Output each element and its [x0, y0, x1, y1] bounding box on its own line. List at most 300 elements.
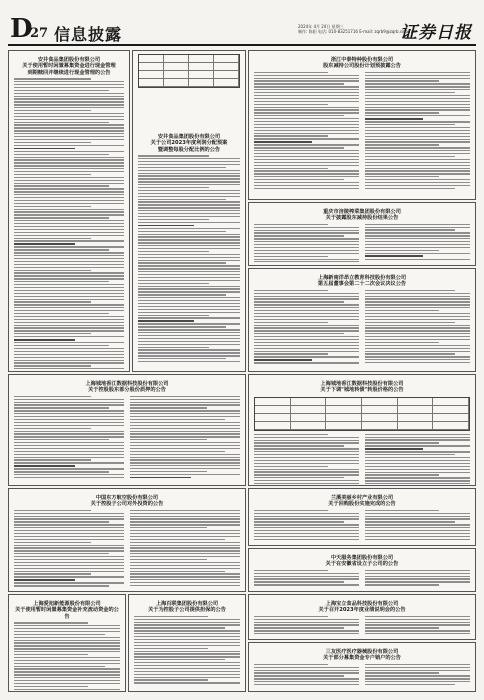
- text-line: [138, 254, 240, 255]
- table-cell: [255, 414, 291, 422]
- text-line: [134, 624, 240, 625]
- text-line: [254, 633, 359, 634]
- text-line: [254, 463, 359, 464]
- text-line: [365, 630, 470, 631]
- table-cell: [291, 398, 327, 406]
- text-line: [254, 333, 344, 334]
- text-line: [138, 213, 240, 214]
- masthead: [8, 10, 476, 44]
- text-line: [365, 247, 470, 248]
- text-line: [254, 474, 359, 475]
- text-line: [14, 290, 124, 291]
- text-line: [14, 442, 124, 443]
- text-line: [14, 474, 124, 475]
- text-line: [134, 653, 240, 654]
- text-line: [14, 124, 124, 125]
- text-line: [14, 674, 120, 675]
- text-line: [14, 686, 88, 687]
- text-line: [365, 684, 455, 685]
- table-cell: [164, 55, 189, 63]
- article-body: [134, 616, 240, 688]
- text-line: [14, 351, 124, 352]
- text-line: [138, 245, 240, 246]
- text-line: [134, 651, 240, 652]
- text-line: [254, 235, 344, 236]
- article-title: 兰溪美丽乡村产业有限公司 关于回购股份实施完成的公告: [328, 495, 396, 508]
- text-line: [254, 581, 344, 582]
- text-line: [138, 222, 240, 223]
- text-line: [134, 679, 208, 680]
- text-line: [365, 75, 470, 76]
- text-line: [365, 327, 470, 328]
- text-line: [365, 232, 470, 233]
- text-line: [138, 199, 226, 200]
- text-line: [14, 119, 124, 120]
- text-line: [365, 619, 470, 620]
- text-line: [138, 207, 240, 208]
- text-line: [254, 442, 359, 443]
- text-line: [138, 352, 240, 353]
- text-line: [14, 556, 124, 557]
- text-line: [138, 268, 240, 269]
- text-line: [130, 471, 207, 472]
- text-line: [365, 229, 455, 230]
- table-cell: [433, 398, 469, 406]
- text-line: [254, 622, 359, 623]
- newspaper-page: [8, 10, 476, 692]
- text-line: [254, 471, 359, 472]
- text-line: [254, 681, 359, 682]
- text-line: [365, 442, 439, 443]
- text-line: [14, 573, 91, 574]
- text-line: [14, 197, 124, 198]
- text-line: [14, 410, 124, 411]
- text-line: [14, 313, 109, 314]
- text-line: [14, 510, 91, 511]
- text-line: [365, 92, 455, 93]
- text-line: [365, 359, 470, 360]
- text-line: [365, 624, 470, 625]
- text-line: [130, 533, 240, 534]
- text-line: [14, 281, 109, 282]
- text-line: [254, 182, 359, 183]
- text-line: [365, 253, 470, 254]
- text-line: [365, 437, 470, 438]
- article-body: [254, 290, 470, 368]
- text-line: [365, 176, 439, 177]
- text-line: [254, 675, 344, 676]
- text-line: [138, 332, 240, 333]
- article-a5: [248, 268, 476, 372]
- text-line: [14, 459, 91, 460]
- text-line: [14, 330, 124, 331]
- text-line: [254, 127, 359, 128]
- text-line: [134, 642, 240, 643]
- text-line: [14, 174, 91, 175]
- text-line: [138, 231, 226, 232]
- text-line: [365, 513, 470, 514]
- text-line: [138, 234, 240, 235]
- text-line: [365, 72, 470, 73]
- text-line: [138, 236, 240, 237]
- text-line: [254, 539, 359, 540]
- text-line: [14, 542, 91, 543]
- text-line: [14, 477, 124, 478]
- text-line: [254, 83, 344, 84]
- table-cell: [326, 406, 362, 414]
- text-line: [138, 201, 240, 202]
- text-line: [130, 524, 240, 525]
- text-line: [14, 660, 120, 661]
- text-line: [14, 431, 124, 432]
- article-a3: [248, 50, 476, 200]
- text-line: [365, 527, 470, 528]
- text-line: [14, 339, 75, 341]
- text-line: [14, 261, 124, 262]
- text-line: [254, 227, 359, 228]
- text-line: [254, 307, 359, 308]
- text-line: [130, 513, 240, 514]
- text-line: [138, 326, 226, 327]
- text-line: [254, 304, 359, 305]
- text-line: [365, 259, 470, 260]
- table-cell: [433, 422, 469, 430]
- text-line: [365, 533, 470, 534]
- table-cell: [164, 71, 189, 79]
- text-line: [130, 530, 240, 531]
- text-line: [365, 118, 423, 120]
- table-cell: [139, 71, 164, 79]
- text-line: [14, 81, 124, 82]
- article-title: 三友医疗医疗器械股份有限公司 关于部分募集资金专户销户的公告: [323, 649, 401, 662]
- text-line: [14, 220, 124, 221]
- text-line: [14, 663, 120, 664]
- text-line: [138, 280, 240, 281]
- article-a14: [248, 642, 476, 692]
- article-a7: [248, 374, 476, 486]
- text-line: [254, 224, 328, 225]
- text-line: [365, 681, 470, 682]
- text-line: [14, 130, 124, 131]
- text-line: [14, 336, 124, 337]
- text-line: [254, 109, 359, 110]
- text-line: [365, 255, 423, 257]
- text-line: [138, 344, 240, 345]
- text-line: [365, 153, 470, 154]
- text-line: [365, 147, 470, 148]
- issue-date: 2024年 4月 24日 星期三: [298, 24, 344, 29]
- text-line: [14, 396, 91, 397]
- text-line: [14, 654, 88, 655]
- text-line: [365, 362, 470, 363]
- text-line: [14, 101, 124, 102]
- text-line: [14, 183, 124, 184]
- text-line: [365, 159, 470, 160]
- text-line: [14, 642, 120, 643]
- text-line: [365, 162, 470, 163]
- text-line: [365, 439, 470, 440]
- data-table: [254, 397, 470, 431]
- text-line: [254, 101, 359, 102]
- text-line: [365, 516, 470, 517]
- text-line: [130, 556, 240, 557]
- text-line: [254, 153, 359, 154]
- text-line: [365, 109, 470, 110]
- text-line: [130, 416, 240, 417]
- text-line: [365, 250, 439, 251]
- text-line: [14, 671, 120, 672]
- table-cell: [164, 79, 189, 87]
- text-line: [254, 296, 359, 297]
- text-line: [14, 243, 75, 245]
- text-line: [130, 568, 240, 569]
- text-line: [254, 480, 359, 481]
- text-line: [14, 468, 124, 469]
- text-line: [134, 627, 225, 628]
- text-line: [365, 144, 439, 145]
- text-line: [130, 465, 240, 466]
- text-line: [254, 448, 359, 449]
- text-line: [254, 150, 359, 151]
- text-line: [130, 527, 207, 528]
- text-line: [254, 159, 359, 160]
- text-line: [138, 260, 240, 261]
- text-line: [138, 251, 209, 252]
- text-line: [138, 317, 240, 318]
- text-line: [14, 232, 124, 233]
- text-line: [14, 296, 124, 297]
- text-line: [254, 80, 359, 81]
- text-line: [254, 630, 359, 631]
- text-line: [365, 107, 470, 108]
- text-line: [254, 141, 312, 143]
- text-line: [365, 518, 470, 519]
- text-line: [254, 584, 359, 585]
- text-line: [14, 159, 124, 160]
- text-line: [254, 232, 359, 233]
- text-line: [14, 413, 124, 414]
- text-line: [14, 539, 124, 540]
- text-line: [138, 257, 240, 258]
- text-line: [14, 416, 124, 417]
- text-line: [14, 445, 124, 446]
- text-line: [254, 298, 359, 299]
- table-cell: [433, 414, 469, 422]
- text-line: [254, 301, 344, 302]
- text-line: [365, 616, 470, 617]
- text-line: [138, 155, 209, 156]
- text-line: [14, 399, 124, 400]
- text-line: [14, 238, 91, 239]
- article-body: [14, 622, 120, 692]
- text-line: [14, 527, 124, 528]
- text-line: [365, 633, 470, 634]
- text-line: [14, 513, 124, 514]
- article-title: 上海宝立食品科技股份有限公司 关于召开2023年度业绩说明会的公告: [318, 601, 406, 614]
- text-line: [14, 110, 91, 111]
- table-cell: [362, 406, 398, 414]
- text-line: [365, 339, 470, 340]
- text-line: [130, 439, 207, 440]
- text-line: [138, 303, 240, 304]
- article-title: 浙江中泰特种股份有限公司 股东减持公司股份计划预披露公告: [323, 57, 401, 70]
- text-line: [14, 90, 109, 91]
- text-line: [365, 182, 470, 183]
- table-cell: [326, 414, 362, 422]
- text-line: [254, 570, 328, 571]
- text-line: [138, 297, 240, 298]
- text-line: [365, 570, 470, 571]
- text-line: [365, 86, 470, 87]
- text-line: [138, 288, 240, 289]
- text-line: [134, 619, 240, 620]
- text-line: [254, 98, 359, 99]
- text-line: [365, 156, 455, 157]
- text-line: [365, 80, 439, 81]
- text-line: [138, 158, 240, 159]
- text-line: [14, 680, 120, 681]
- text-line: [130, 402, 240, 403]
- text-line: [134, 648, 208, 649]
- text-line: [130, 545, 240, 546]
- text-line: [254, 460, 359, 461]
- text-line: [254, 244, 359, 245]
- text-line: [14, 348, 124, 349]
- text-line: [254, 253, 359, 254]
- table-cell: [291, 422, 327, 430]
- text-line: [254, 518, 359, 519]
- text-line: [138, 262, 226, 263]
- text-line: [254, 451, 359, 452]
- text-line: [14, 628, 120, 629]
- text-line: [130, 516, 240, 517]
- text-line: [254, 516, 359, 517]
- text-line: [14, 133, 124, 134]
- article-a6: [8, 374, 246, 486]
- text-line: [138, 315, 209, 316]
- text-line: [134, 674, 240, 675]
- text-line: [365, 188, 455, 189]
- text-line: [14, 454, 124, 455]
- text-line: [138, 225, 194, 227]
- text-line: [14, 240, 124, 241]
- article-title: 中天服务集团股份有限公司 关于在安徽省设立子公司的公告: [325, 555, 399, 568]
- text-line: [254, 188, 359, 189]
- text-line: [365, 316, 470, 317]
- text-line: [138, 277, 240, 278]
- text-line: [130, 477, 191, 479]
- text-line: [365, 298, 470, 299]
- text-line: [365, 678, 470, 679]
- text-line: [138, 358, 226, 359]
- text-line: [130, 422, 240, 423]
- text-line: [138, 175, 240, 176]
- text-line: [130, 550, 240, 551]
- text-line: [254, 112, 359, 113]
- text-line: [130, 404, 240, 405]
- text-line: [365, 133, 470, 134]
- text-line: [365, 510, 439, 511]
- text-line: [365, 227, 470, 228]
- issue-info: [298, 24, 416, 34]
- text-line: [254, 322, 328, 323]
- table-cell: [362, 422, 398, 430]
- text-line: [254, 290, 328, 291]
- text-line: [14, 272, 124, 273]
- text-line: [134, 668, 240, 669]
- text-line: [254, 250, 359, 251]
- text-line: [254, 616, 328, 617]
- text-line: [254, 348, 359, 349]
- section-title: 信息披露: [54, 25, 123, 44]
- text-line: [130, 442, 240, 443]
- text-line: [365, 584, 439, 585]
- text-line: [14, 439, 109, 440]
- text-line: [14, 457, 124, 458]
- text-line: [14, 200, 124, 201]
- text-line: [254, 578, 359, 579]
- text-line: [365, 244, 470, 245]
- text-line: [365, 627, 439, 628]
- text-line: [14, 264, 124, 265]
- article-title: 上海爱旭新能源股份有限公司 关于使用暂时闲置募集资金补充流动资金的公告: [15, 601, 119, 620]
- text-line: [365, 342, 439, 343]
- text-line: [130, 553, 240, 554]
- table-cell: [189, 55, 214, 63]
- text-line: [254, 144, 359, 145]
- text-line: [138, 184, 240, 185]
- text-line: [254, 351, 359, 352]
- text-line: [254, 672, 359, 673]
- text-line: [138, 309, 240, 310]
- text-line: [14, 402, 124, 403]
- text-line: [254, 325, 359, 326]
- masthead-rule: [8, 44, 476, 46]
- text-line: [365, 173, 470, 174]
- text-line: [14, 422, 124, 423]
- text-line: [254, 434, 328, 435]
- text-line: [254, 256, 328, 257]
- text-line: [134, 665, 240, 666]
- text-line: [254, 330, 359, 331]
- text-line: [14, 368, 124, 369]
- article-title: 上海城地香江数据科技股份有限公司 关于控股股东部分股份质押的公告: [85, 381, 169, 394]
- text-line: [14, 151, 124, 152]
- text-line: [130, 510, 240, 511]
- text-line: [130, 521, 240, 522]
- text-line: [14, 657, 120, 658]
- table-cell: [433, 406, 469, 414]
- text-line: [14, 267, 124, 268]
- text-line: [138, 294, 226, 295]
- text-line: [254, 353, 328, 354]
- article-title: 重庆市涪陵榨菜集团股份有限公司 关于披露股东减持股份结果公告: [323, 209, 401, 222]
- text-line: [138, 271, 240, 272]
- text-line: [134, 682, 240, 683]
- text-line: [365, 124, 455, 125]
- article-body: [254, 224, 470, 264]
- text-line: [14, 293, 124, 294]
- text-line: [14, 625, 120, 626]
- article-a2: [132, 50, 246, 372]
- text-line: [14, 365, 91, 366]
- text-line: [14, 634, 105, 635]
- text-line: [134, 636, 240, 637]
- text-line: [365, 480, 470, 481]
- text-line: [365, 319, 470, 320]
- text-line: [254, 78, 359, 79]
- text-line: [14, 284, 124, 285]
